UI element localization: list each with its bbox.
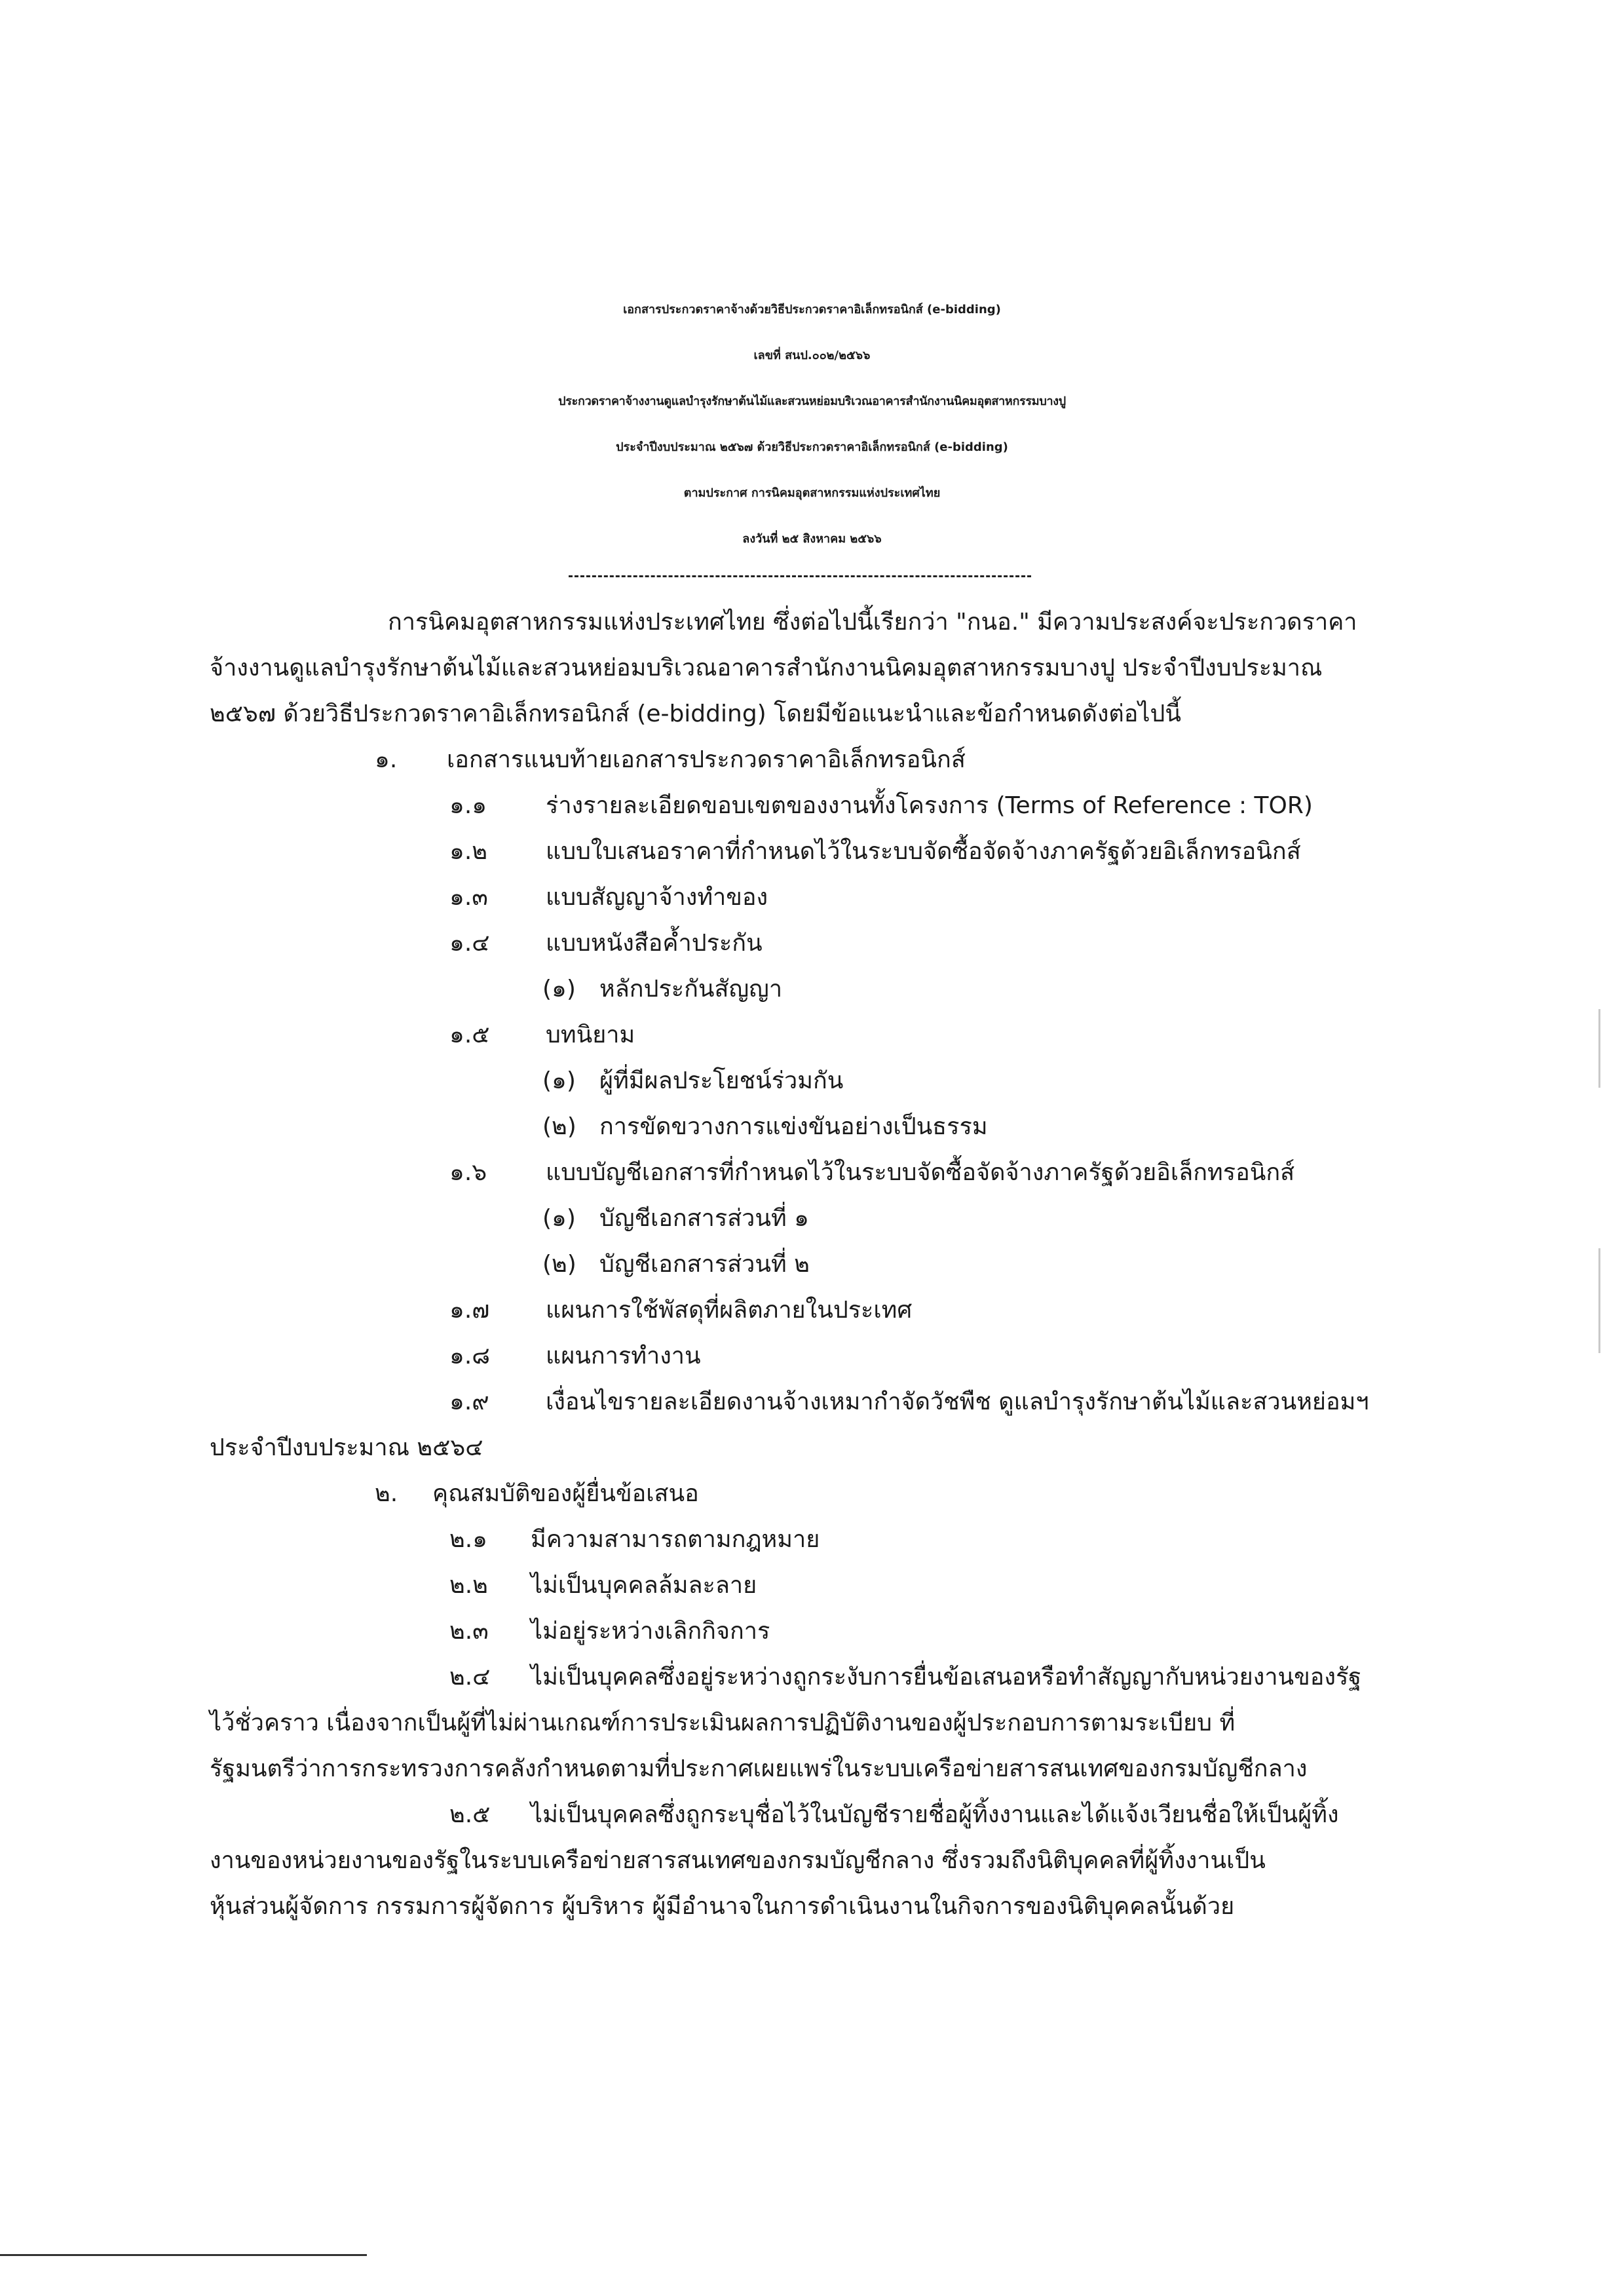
item-text: แผนการใช้พัสดุที่ผลิตภายในประเทศ <box>546 1297 913 1324</box>
item-number: ๒.๒ <box>449 1572 488 1599</box>
subitem-number: (๑) <box>542 1067 576 1094</box>
subitem-number: (๑) <box>542 976 576 1003</box>
intro-line-2: จ้างงานดูแลบำรุงรักษาต้นไม้และสวนหย่อมบริเวณอาคารสำนักงานนิคมอุตสาหกรรมบางปู ประจำปีงบประมาณ <box>210 655 1323 681</box>
subitem-text: บัญชีเอกสารส่วนที่ ๒ <box>599 1251 810 1278</box>
intro-line-3: ๒๕๖๗ ด้วยวิธีประกวดราคาอิเล็กทรอนิกส์ (e-bidding) โดยมีข้อแนะนำและข้อกำหนดดังต่อไปนี้ <box>210 700 1181 727</box>
item-number: ๑.๖ <box>449 1159 487 1186</box>
item-number: ๒.๕ <box>449 1801 491 1828</box>
footer-rule <box>0 2254 367 2256</box>
item-text: แบบสัญญาจ้างทำของ <box>546 884 768 911</box>
item-text: แบบบัญชีเอกสารที่กำหนดไว้ในระบบจัดซื้อจัดจ้างภาครัฐด้วยอิเล็กทรอนิกส์ <box>546 1159 1295 1186</box>
item-text: ไม่เป็นบุคคลซึ่งอยู่ระหว่างถูกระงับการยื่นข้อเสนอหรือทำสัญญากับหน่วยงานของรัฐ <box>531 1664 1362 1691</box>
item-continuation: งานของหน่วยงานของรัฐในระบบเครือข่ายสารสนเทศของกรมบัญชีกลาง ซึ่งรวมถึงนิติบุคคลที่ผู้ทิ้งงานเป็น <box>210 1847 1266 1874</box>
scan-artifact <box>1598 1009 1600 1088</box>
item-text: บทนิยาม <box>546 1022 635 1048</box>
item-text: เงื่อนไขรายละเอียดงานจ้างเหมากำจัดวัชพืช ดูแลบำรุงรักษาต้นไม้และสวนหย่อมฯ <box>546 1388 1369 1415</box>
item-continuation: ประจำปีงบประมาณ ๒๕๖๔ <box>210 1434 483 1461</box>
item-text: แบบหนังสือค้ำประกัน <box>546 930 763 957</box>
item-number: ๑.๑ <box>449 792 487 819</box>
item-number: ๑.๔ <box>449 930 490 957</box>
item-continuation: ไว้ชั่วคราว เนื่องจากเป็นผู้ที่ไม่ผ่านเกณฑ์การประเมินผลการปฏิบัติงานของผู้ประกอบการตามระเบียบ ที่ <box>210 1710 1236 1736</box>
subitem-text: ผู้ที่มีผลประโยชน์ร่วมกัน <box>599 1067 844 1094</box>
subitem-number: (๑) <box>542 1205 576 1232</box>
item-text: มีความสามารถตามกฎหมาย <box>531 1526 820 1553</box>
item-number: ๒.๑ <box>449 1526 488 1553</box>
subitem-text: การขัดขวางการแข่งขันอย่างเป็นธรรม <box>599 1113 988 1140</box>
section-2-title: คุณสมบัติของผู้ยื่นข้อเสนอ <box>432 1480 699 1507</box>
item-number: ๒.๓ <box>449 1618 489 1645</box>
item-text: ไม่เป็นบุคคลซึ่งถูกระบุชื่อไว้ในบัญชีรายชื่อผู้ทิ้งงานและได้แจ้งเวียนชื่อให้เป็นผู้ทิ้ง <box>531 1801 1339 1828</box>
item-number: ๑.๒ <box>449 838 488 865</box>
item-text: แบบใบเสนอราคาที่กำหนดไว้ในระบบจัดซื้อจัดจ้างภาครัฐด้วยอิเล็กทรอนิกส์ <box>546 838 1301 865</box>
header-date: ลงวันที่ ๒๕ สิงหาคม ๒๕๖๖ <box>742 532 882 546</box>
section-1-title: เอกสารแนบท้ายเอกสารประกวดราคาอิเล็กทรอนิกส์ <box>447 746 966 773</box>
intro-line-1: การนิคมอุตสาหกรรมแห่งประเทศไทย ซึ่งต่อไปนี้เรียกว่า "กนอ." มีความประสงค์จะประกวดราคา <box>388 609 1357 636</box>
item-continuation: รัฐมนตรีว่าการกระทรวงการคลังกำหนดตามที่ประกาศเผยแพร่ในระบบเครือข่ายสารสนเทศของกรมบัญชีกลาง <box>210 1755 1308 1782</box>
section-1-number: ๑. <box>375 746 398 773</box>
item-continuation: หุ้นส่วนผู้จัดการ กรรมการผู้จัดการ ผู้บริหาร ผู้มีอำนาจในการดำเนินงานในกิจการของนิติบุคคลนั้นด้วย <box>210 1893 1235 1920</box>
header-separator <box>569 575 1031 577</box>
item-number: ๑.๙ <box>449 1388 489 1415</box>
subitem-text: บัญชีเอกสารส่วนที่ ๑ <box>599 1205 810 1232</box>
header-title: เอกสารประกวดราคาจ้างด้วยวิธีประกวดราคาอิเล็กทรอนิกส์ (e-bidding) <box>623 303 1001 316</box>
header-announcement: ตามประกาศ การนิคมอุตสาหกรรมแห่งประเทศไทย <box>683 486 941 500</box>
item-text: ไม่อยู่ระหว่างเลิกกิจการ <box>531 1618 770 1645</box>
item-number: ๑.๗ <box>449 1297 490 1324</box>
document-header <box>0 287 1624 562</box>
subitem-text: หลักประกันสัญญา <box>599 976 783 1003</box>
item-number: ๑.๓ <box>449 884 488 911</box>
item-number: ๒.๔ <box>449 1664 491 1691</box>
subitem-number: (๒) <box>542 1251 576 1278</box>
item-text: ร่างรายละเอียดขอบเขตของงานทั้งโครงการ (Terms of Reference : TOR) <box>546 792 1313 819</box>
item-number: ๑.๘ <box>449 1343 491 1369</box>
item-text: แผนการทำงาน <box>546 1343 701 1369</box>
header-fiscal-year: ประจำปีงบประมาณ ๒๕๖๗ ด้วยวิธีประกวดราคาอิเล็กทรอนิกส์ (e-bidding) <box>616 440 1008 454</box>
section-2-number: ๒. <box>375 1480 398 1507</box>
header-document-number: เลขที่ สนป.๐๐๒/๒๕๖๖ <box>753 349 871 362</box>
item-text: ไม่เป็นบุคคลล้มละลาย <box>531 1572 757 1599</box>
header-project-title: ประกวดราคาจ้างงานดูแลบำรุงรักษาต้นไม้และสวนหย่อมบริเวณอาคารสำนักงานนิคมอุตสาหกรรมบางปู <box>558 394 1066 408</box>
scan-artifact <box>1598 1248 1600 1353</box>
item-number: ๑.๕ <box>449 1022 490 1048</box>
subitem-number: (๒) <box>542 1113 576 1140</box>
